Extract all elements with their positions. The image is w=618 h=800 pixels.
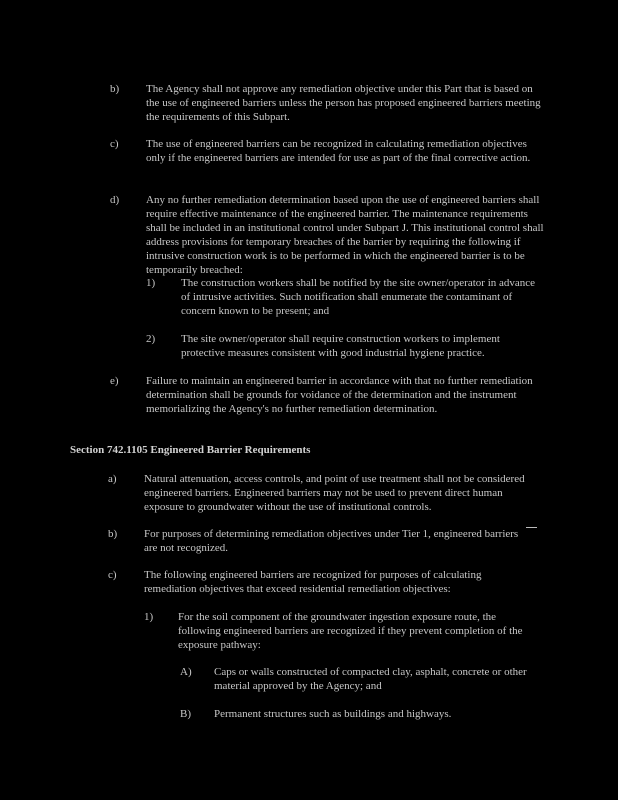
subparagraph-B bbox=[180, 707, 548, 723]
subparagraph-label: 1) bbox=[146, 277, 156, 289]
paragraph-d bbox=[110, 193, 550, 279]
paragraph-text: The use of engineered barriers can be recognized in calculating remediation objectives only if the engineered barriers are intended for use as part of the final corrective action. bbox=[146, 138, 531, 164]
subparagraph-label: B) bbox=[180, 708, 191, 720]
paragraph-label: a) bbox=[108, 473, 117, 485]
subparagraph-A bbox=[180, 665, 548, 695]
subparagraph-text: Caps or walls constructed of compacted clay, asphalt, concrete or other material approved by the Agency; and bbox=[214, 666, 527, 692]
paragraph-c-2 bbox=[108, 568, 548, 598]
paragraph-c bbox=[110, 137, 550, 181]
paragraph-text: For purposes of determining remediation objectives under Tier 1, engineered barriers are not recognized. bbox=[144, 528, 519, 554]
subparagraph-label: 1) bbox=[144, 611, 154, 623]
subparagraph-text: Permanent structures such as buildings and highways. bbox=[214, 708, 452, 720]
subparagraph-2 bbox=[146, 332, 550, 362]
subparagraph-label: 2) bbox=[146, 333, 156, 345]
paragraph-a bbox=[108, 472, 548, 516]
subparagraph-label: A) bbox=[180, 666, 192, 678]
subparagraph-1 bbox=[146, 276, 550, 320]
paragraph-label: c) bbox=[108, 569, 117, 581]
paragraph-text: The Agency shall not approve any remediation objective under this Part that is based on the use of engineered barriers unless the person has proposed engineered barriers meeting the requirements of this Subpart. bbox=[146, 83, 541, 123]
section-heading: Section 742.1105 Engineered Barrier Requirements bbox=[70, 444, 311, 456]
subparagraph-text: The construction workers shall be notified by the site owner/operator in advance of intrusive activities. Such notification shall enumerate the contaminant of concern known to be present; and bbox=[181, 277, 536, 317]
subparagraph-1-2 bbox=[144, 610, 548, 654]
paragraph-text: Natural attenuation, access controls, and point of use treatment shall not be considered engineered barriers. Engineered barriers may not be used to prevent direct human exposure to groundwater without the use of institutional controls. bbox=[144, 473, 525, 513]
paragraph-label: e) bbox=[110, 375, 119, 387]
paragraph-text: The following engineered barriers are recognized for purposes of calculating remediation objectives that exceed residential remediation objectives: bbox=[144, 569, 482, 595]
paragraph-label: d) bbox=[110, 194, 120, 206]
paragraph-label: b) bbox=[110, 83, 120, 95]
paragraph-label: b) bbox=[108, 528, 118, 540]
scan-mark bbox=[526, 527, 537, 528]
paragraph-b bbox=[110, 82, 550, 126]
subparagraph-text: The site owner/operator shall require construction workers to implement protective measures consistent with good industrial hygiene practice. bbox=[181, 333, 500, 359]
subparagraph-text: For the soil component of the groundwater ingestion exposure route, the following engineered barriers are recognized if they prevent completion of the exposure pathway: bbox=[178, 611, 523, 651]
paragraph-e bbox=[110, 374, 550, 418]
paragraph-text: Any no further remediation determination based upon the use of engineered barriers shall require effective maintenance of the engineered barrier. The maintenance requirements shall be included in an institutional control under Subpart J. This institutional control shall address provisions for temporary breaches of the barrier by requiring the following if intrusive construction work is to be performed in which the engineered barrier is to be temporarily breached: bbox=[146, 194, 544, 276]
paragraph-text: Failure to maintain an engineered barrier in accordance with that no further remediation determination shall be grounds for voidance of the determination and the instrument memorializing the Agency's no further remediation determination. bbox=[146, 375, 533, 415]
paragraph-b-2 bbox=[108, 527, 548, 557]
paragraph-label: c) bbox=[110, 138, 119, 150]
